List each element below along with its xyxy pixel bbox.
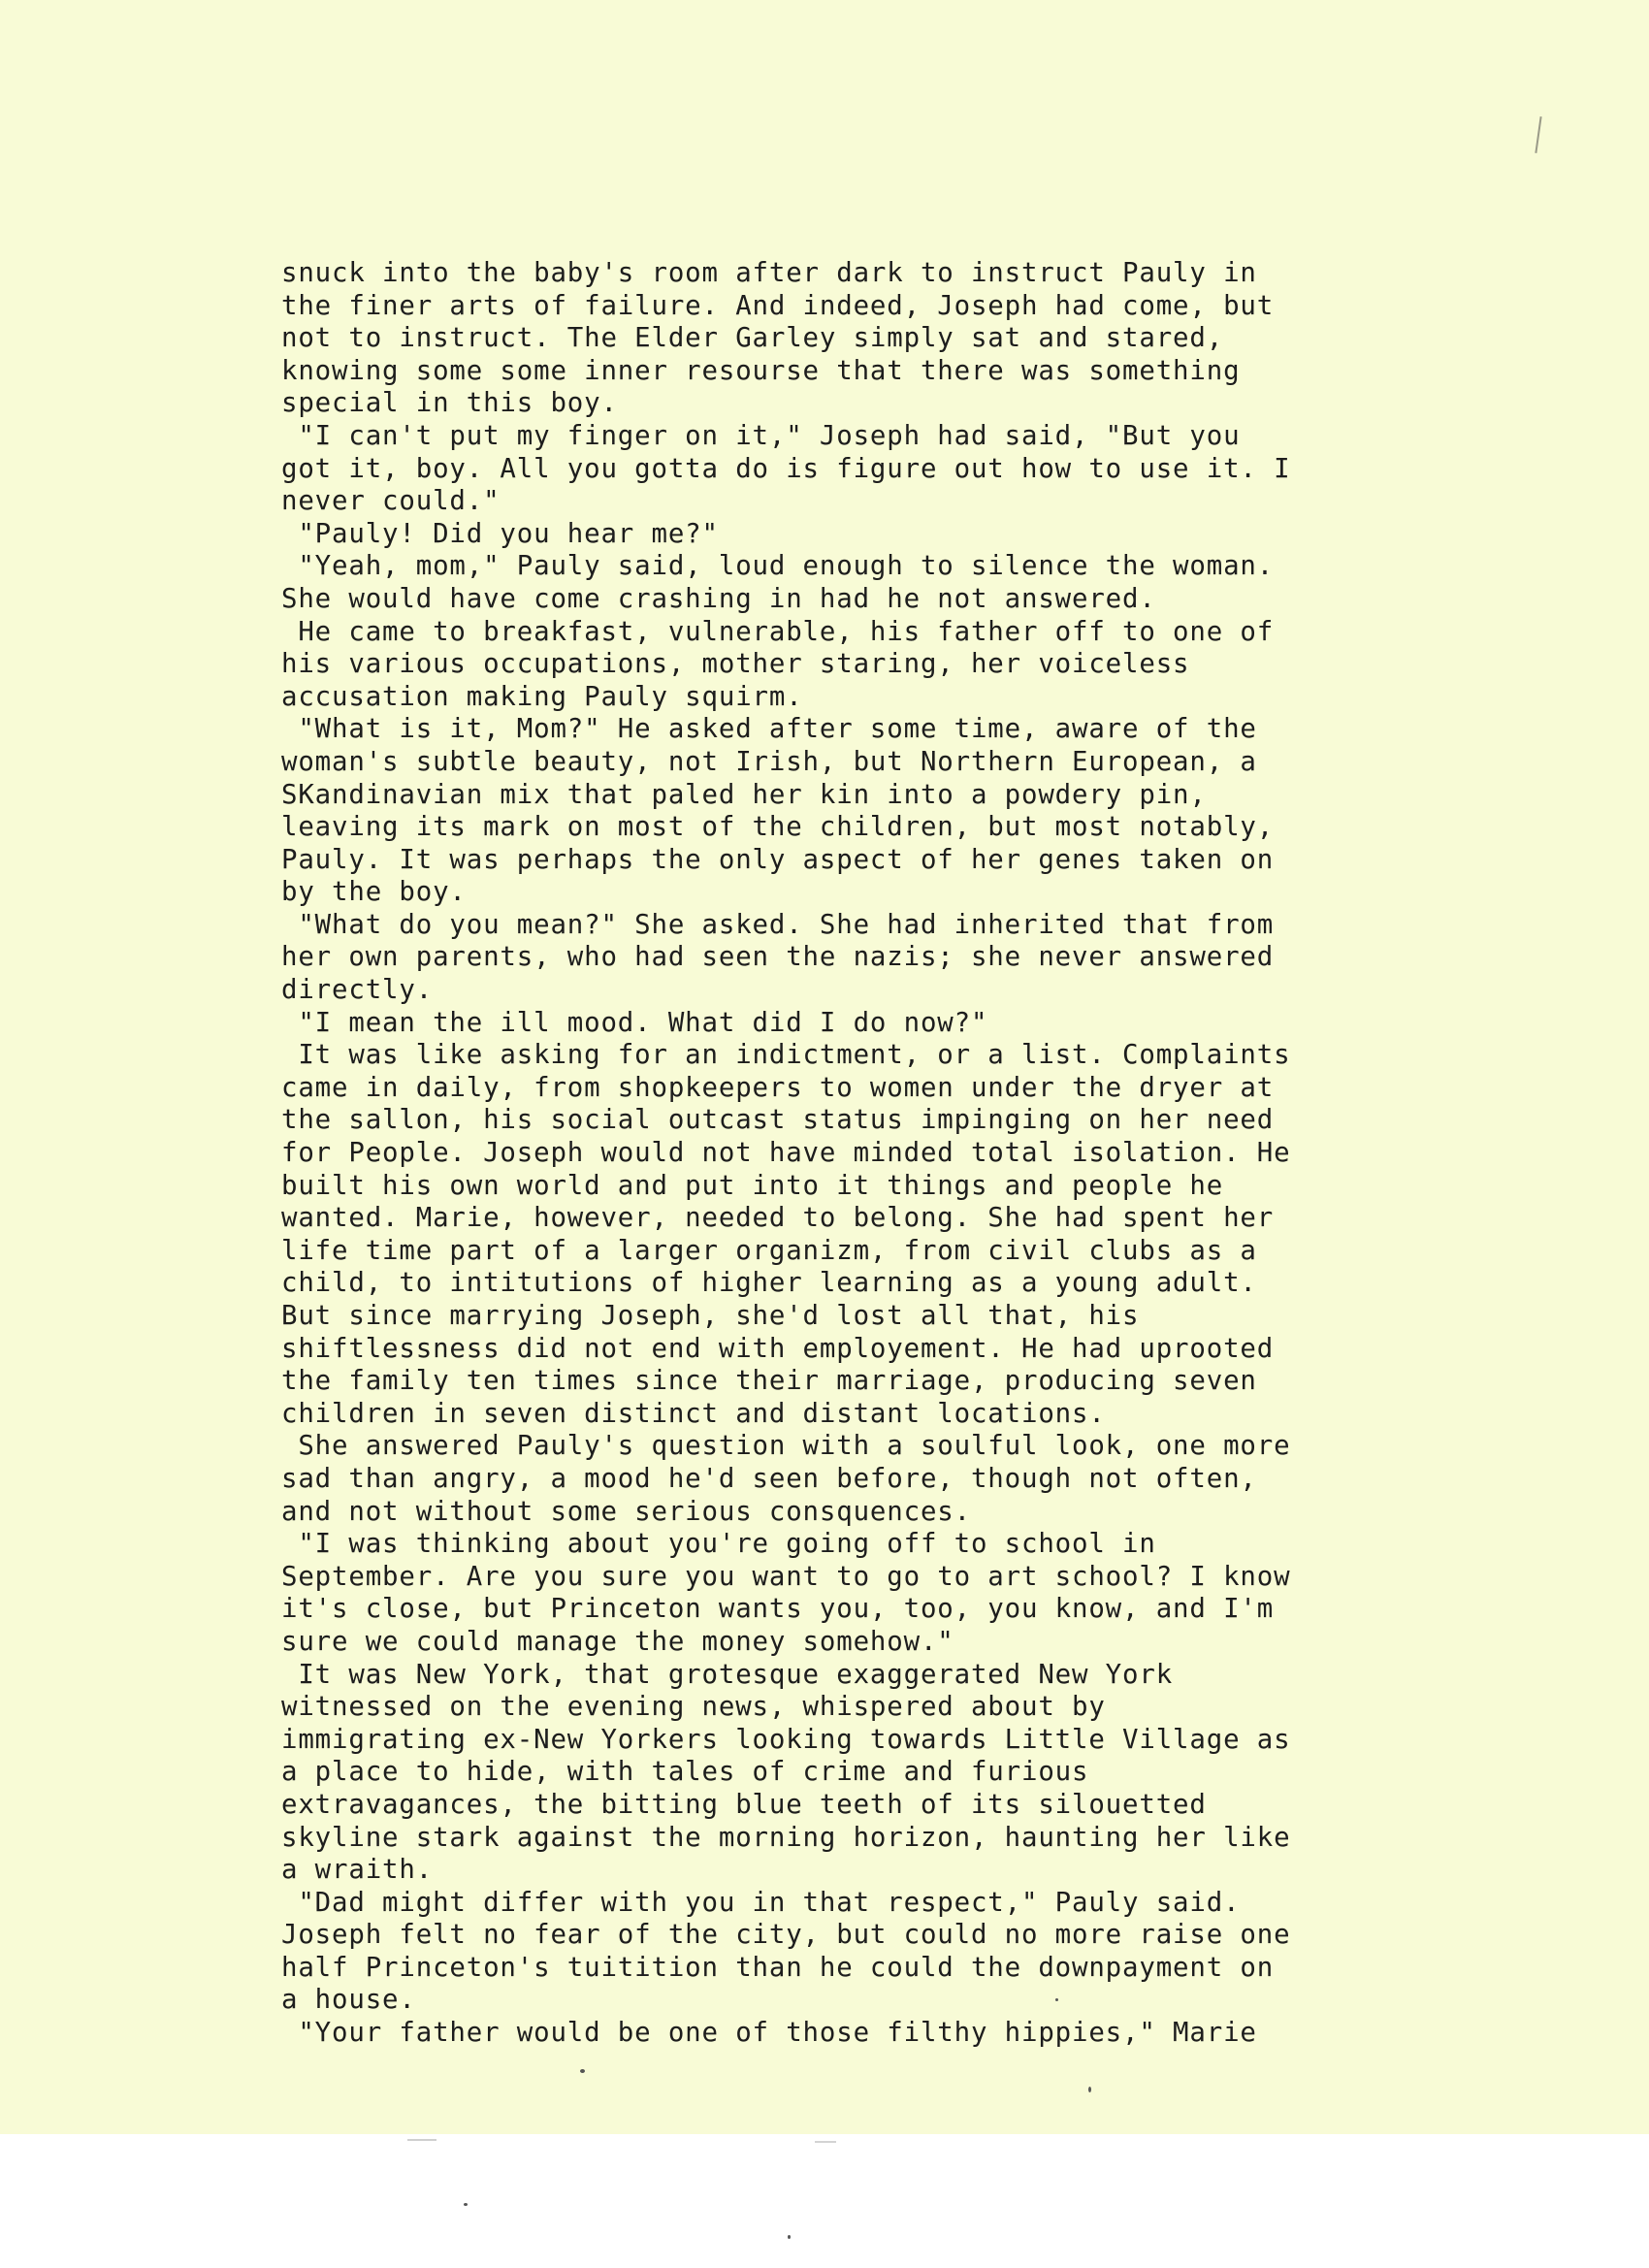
text-line: it's close, but Princeton wants you, too, you know, and I'm — [281, 1594, 1275, 1625]
text-line: life time part of a larger organizm, from civil clubs as a — [281, 1235, 1257, 1266]
text-line: extravagances, the bitting blue teeth of its silouetted — [281, 1789, 1207, 1820]
text-line: "Dad might differ with you in that respect," Pauly said. — [281, 1887, 1241, 1918]
text-line: never could." — [281, 486, 501, 517]
text-line: the family ten times since their marriage, producing seven — [281, 1366, 1257, 1397]
text-line: wanted. Marie, however, needed to belong. She had spent her — [281, 1203, 1275, 1234]
scan-speck — [1088, 2087, 1091, 2092]
text-line: a house. — [281, 1985, 416, 2016]
scan-speck — [1055, 1998, 1058, 2001]
text-line: witnessed on the evening news, whispered about by — [281, 1692, 1106, 1723]
text-line: for People. Joseph would not have minded total isolation. He — [281, 1138, 1291, 1169]
text-line: built his own world and put into it things and people he — [281, 1170, 1224, 1201]
text-line: came in daily, from shopkeepers to women under the dryer at — [281, 1072, 1275, 1103]
text-line: child, to intitutions of higher learning as a young adult. — [281, 1268, 1257, 1299]
text-line: the sallon, his social outcast status impinging on her need — [281, 1105, 1275, 1136]
text-line: not to instruct. The Elder Garley simply sat and stared, — [281, 323, 1224, 354]
page-edge-shadow — [407, 2139, 436, 2141]
text-line: "I can't put my finger on it," Joseph had said, "But you — [281, 420, 1241, 451]
page-edge-shadow — [815, 2141, 836, 2143]
text-line: by the boy. — [281, 877, 467, 908]
text-line: He came to breakfast, vulnerable, his father off to one of — [281, 616, 1275, 647]
text-line: "Your father would be one of those filthy hippies," Marie — [281, 2018, 1257, 2049]
text-line: "I was thinking about you're going off to school in — [281, 1529, 1156, 1560]
text-line: immigrating ex-New Yorkers looking towards Little Village as — [281, 1724, 1291, 1755]
text-line: "What do you mean?" She asked. She had inherited that from — [281, 909, 1275, 940]
text-line: leaving its mark on most of the children, but most notably, — [281, 812, 1275, 843]
text-line: sad than angry, a mood he'd seen before, though not often, — [281, 1463, 1257, 1494]
text-line: shiftlessness did not end with employement. He had uprooted — [281, 1333, 1275, 1364]
text-line: children in seven distinct and distant locations. — [281, 1398, 1106, 1429]
scan-speck — [580, 2069, 585, 2073]
text-line: the finer arts of failure. And indeed, Joseph had come, but — [281, 290, 1275, 321]
scan-speck — [464, 2203, 468, 2206]
text-line: But since marrying Joseph, she'd lost all that, his — [281, 1301, 1140, 1331]
text-line: a wraith. — [281, 1855, 434, 1886]
text-line: special in this boy. — [281, 388, 618, 419]
text-line: accusation making Pauly squirm. — [281, 681, 803, 712]
text-line: It was New York, that grotesque exaggerated New York — [281, 1659, 1174, 1690]
text-line: his various occupations, mother staring, her voiceless — [281, 649, 1190, 680]
text-line: skyline stark against the morning horizon, haunting her like — [281, 1822, 1291, 1853]
text-line: sure we could manage the money somehow." — [281, 1626, 954, 1657]
text-line: "Pauly! Did you hear me?" — [281, 518, 719, 549]
text-line: her own parents, who had seen the nazis; she never answered — [281, 942, 1275, 973]
text-line: snuck into the baby's room after dark to instruct Pauly in — [281, 258, 1257, 288]
text-line: a place to hide, with tales of crime and furious — [281, 1757, 1089, 1788]
text-line: SKandinavian mix that paled her kin into a powdery pin, — [281, 779, 1207, 810]
text-line: got it, boy. All you gotta do is figure out how to use it. I — [281, 453, 1291, 484]
text-line: She would have come crashing in had he not answered. — [281, 583, 1156, 614]
text-line: Pauly. It was perhaps the only aspect of her genes taken on — [281, 844, 1275, 875]
text-line: and not without some serious consquences. — [281, 1496, 971, 1527]
text-line: half Princeton's tuitition than he could the downpayment on — [281, 1952, 1275, 1983]
text-line: knowing some some inner resourse that there was something — [281, 355, 1241, 386]
text-line: "I mean the ill mood. What did I do now?" — [281, 1007, 988, 1038]
text-line: "Yeah, mom," Pauly said, loud enough to silence the woman. — [281, 551, 1275, 582]
text-line: September. Are you sure you want to go to art school? I know — [281, 1561, 1291, 1592]
text-line: Joseph felt no fear of the city, but could no more raise one — [281, 1920, 1291, 1951]
text-line: "What is it, Mom?" He asked after some time, aware of the — [281, 714, 1257, 745]
text-line: directly. — [281, 975, 434, 1006]
text-line: She answered Pauly's question with a soulful look, one more — [281, 1431, 1291, 1462]
text-line: woman's subtle beauty, not Irish, but Northern European, a — [281, 746, 1257, 777]
typed-manuscript-text — [281, 257, 1504, 2050]
text-line: It was like asking for an indictment, or a list. Complaints — [281, 1040, 1291, 1071]
scan-speck — [788, 2235, 791, 2239]
